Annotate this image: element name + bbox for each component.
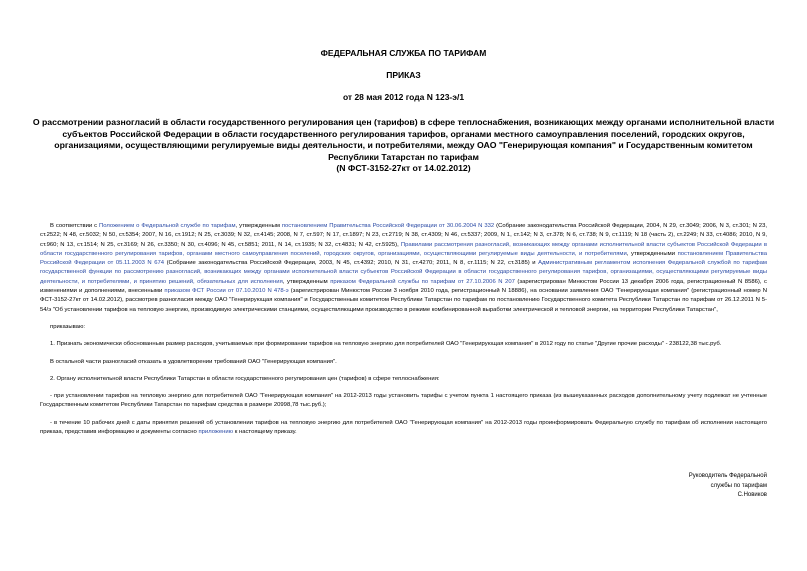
preamble-text-4: , утвержденными bbox=[626, 250, 678, 257]
doc-type-heading: ПРИКАЗ bbox=[386, 70, 421, 80]
document-body bbox=[40, 222, 767, 445]
signature-name: С.Новиков bbox=[737, 492, 767, 498]
subject-title: О рассмотрении разногласий в области государственного регулирования цен (тарифов) в сфере теплоснабжения, возникающих между органами исполнительной власти субъектов Российской Федерации в области государственного регулирования тарифов, органами местного самоуправления поселений, городских округов, организациями, осуществляющими регулируемые виды деятельности, и потребителями, между ОАО "Генерирующая компания" и Государственным комитетом Республики Татарстан по тарифам bbox=[32, 117, 775, 162]
item-2-bullet-2-text-b: к настоящему приказу. bbox=[233, 429, 297, 436]
link-fst-order-478[interactable]: приказом ФСТ России от 07.10.2010 N 478-э bbox=[164, 288, 289, 295]
item-2-bullet-2-text-a: - в течение 10 рабочих дней с даты принятия решений об установлении тарифов на тепловую энергию для потребителей ОАО "Генерирующая компания" на 2012-2013 годы проинформировать Федеральную службу по тарифам об исполнении настоящего приказа, представив информацию и документы согласно bbox=[40, 419, 767, 436]
subject-ref: (N ФСТ-3152-27кт от 14.02.2012) bbox=[336, 163, 471, 174]
item-2: 2. Органу исполнительной власти Республики Татарстан в области государственного регулирования цен (тарифов) в сфере теплоснабжения: bbox=[50, 375, 440, 382]
preamble-text-7: (зарегистрирован Минюстом России 13 декабря 2006 года, регистрационный N 8586), с изменениями и дополнениями, внесенными bbox=[40, 278, 767, 295]
item-1: 1. Признать экономически обоснованным размер расходов, учитываемых при формировании тарифов на тепловую энергию для потребителей ОАО "Генерирующая компания" в 2012 году по статье "Другие прочие расходы" - 238122,38 тыс.руб. bbox=[50, 341, 722, 348]
preamble-text-2: , утвержденным bbox=[235, 223, 282, 229]
link-gov-decree-332[interactable]: постановлением Правительства Российской Федерации от 30.06.2004 N 332 bbox=[281, 223, 495, 229]
link-gov-decree-674[interactable]: постановлением Правительства Российской Федерации от 05.11.2003 N 674 bbox=[40, 250, 768, 267]
item-2-bullet-1: - при установлении тарифов на тепловую энергию для потребителей ОАО "Генерирующая компания" на 2012-2013 годы установить тарифы с учетом пункта 1 настоящего приказа (из вышеуказанных расходов дополнительному учету подлежат не учтенные Государственным комитетом Республики Татарстан по тарифам средства в размере 20998,78 тыс.руб.); bbox=[40, 393, 767, 409]
subject-block bbox=[30, 117, 777, 175]
agency-heading: ФЕДЕРАЛЬНАЯ СЛУЖБА ПО ТАРИФАМ bbox=[320, 48, 487, 58]
preamble-text-8: (зарегистрирован Минюстом России 3 ноября 2010 года, регистрационный N 18886), на основании заявления ОАО "Генерирующая компания" (регистрационный номер N ФСТ-3152-27кт от 14.02.2012), рассмотрев разногласия между ОАО "Генерирующая компания" и Государственным комитетом Республики Татарстан по тарифам по постановлению Государственного комитета Республики Татарстан по тарифам от 26.12.2011 N 5-54/э "Об установлении тарифов на тепловую энергию, производимую электрическими станциями, осуществляющими производство в режиме комбинированной выработки электрической и тепловой энергии, на территории Республики Татарстан", bbox=[40, 288, 767, 313]
preamble-text-1: В соответствии с bbox=[50, 223, 100, 229]
link-admin-regulation[interactable]: Административным регламентом исполнения Федеральной службой по тарифам государственной функции по рассмотрению разногласий, возникающих между органами исполнительной власти субъектов Российской Федерации в области государственного регулирования тарифов, организациями, осуществляющими регулируемые виды деятельности, и потребителями, и принятию решений, обязательных для исполнения bbox=[40, 260, 767, 285]
signature-title-2: службы по тарифам bbox=[710, 482, 767, 489]
doc-date-number: от 28 мая 2012 года N 123-э/1 bbox=[342, 92, 465, 102]
order-word: приказываю: bbox=[50, 323, 86, 330]
signature-block bbox=[689, 472, 767, 501]
link-fst-order-207[interactable]: приказом Федеральной службы по тарифам от 27.10.2006 N 207 bbox=[330, 278, 515, 285]
signature-title-1: Руководитель Федеральной bbox=[688, 473, 767, 479]
preamble-paragraph bbox=[40, 222, 767, 315]
item-1-rest: В остальной части разногласий отказать в удовлетворении требований ОАО "Генерирующая компания". bbox=[50, 358, 337, 365]
link-fst-regulation[interactable]: Положением о Федеральной службе по тарифам bbox=[99, 223, 236, 229]
link-disputes-rules[interactable]: Правилами рассмотрения разногласий, возникающих между органами исполнительной власти субъектов Российской Федерации в области государственного регулирования тарифов, органами местного самоуправления поселений, городских округов, организациями, осуществляющими регулируемые виды деятельности, и потребителями bbox=[40, 241, 767, 257]
item-2-bullet-2 bbox=[40, 419, 767, 438]
preamble-text-5: (Собрание законодательства Российской Федерации, 2003, N 45, ст.4392; 2010, N 31, ст.4270; 2011, N 8, ст.1115; N 22, ст.3185) и bbox=[164, 260, 539, 267]
preamble-text-6: , утвержденным bbox=[282, 278, 331, 285]
link-appendix[interactable]: приложению bbox=[198, 429, 234, 436]
preamble-text-3: (Собрание законодательства Российской Федерации, 2004, N 29, ст.3049; 2006, N 3, ст.301; N 23, ст.2522; N 48, ст.5032; N 50, ст.5354; 2007, N 16, ст.1912; N 25, ст.3039; N 32, ст.4145; 2008, N 7, ст.597; N 17, ст.1897; N 23, ст.2719; N 38, ст.4309; N 46, ст.5337; 2009, N 1, ст.142; N 3, ст.378; N 6, ст.738; N 9, ст.1119; N 18 (часть 2), ст.2249; N 33, ст.4086; 2010, N 9, ст.960; N 13, ст.1514; N 25, ст.3169; N 26, ст.3350; N 30, ст.4096; N 45, ст.5851; 2011, N 14, ст.1935; N 32, ст.4831; N 42, ст.5925), bbox=[40, 223, 767, 248]
